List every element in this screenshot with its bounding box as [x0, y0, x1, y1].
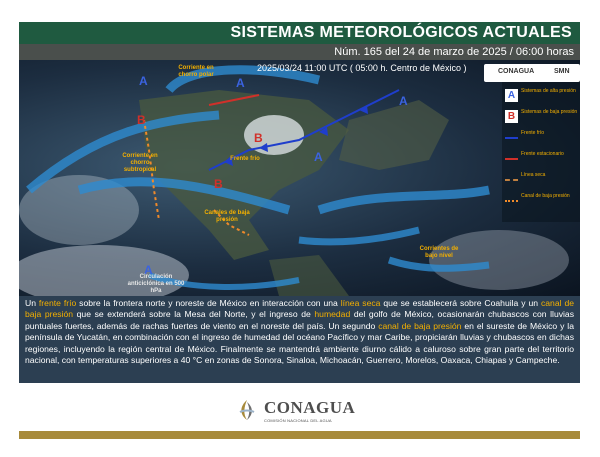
- legend-logos: [484, 64, 580, 82]
- dryline-icon: [505, 179, 518, 181]
- conagua-emblem-icon: [236, 398, 258, 422]
- low-level-flow-arrow: [299, 230, 419, 242]
- label-cold-front: Frente frío: [230, 156, 260, 162]
- legend-label: Línea seca: [521, 172, 546, 178]
- caption-text: del golfo de México, ocasionarán chubascos con lluvias puntuales fuertes, además de rachas fuertes de viento en el noreste del país. Un segundo: [25, 309, 575, 331]
- header: [19, 22, 580, 60]
- forecast-description: [19, 296, 580, 383]
- low-pressure-icon: B: [214, 177, 223, 191]
- title-bar: [19, 22, 580, 44]
- caption-text: en el sureste de México y la península de Yucatán, en combinación con el ingreso de humedad del océano Pacífico y mar Caribe, propiciarán lluvias y chubascos en dichas regiones, incluyendo la región central de México. Finalmente se mantendrá ambiente diurno cálido a caluroso sobre gran parte del territorio nacional, con temperaturas superiores a 40 °C en zonas de Sonora, Sinaloa, Michoacán, Guerrero, Morelos, Oaxaca, Chiapas y Campeche.: [25, 320, 574, 366]
- page-title: SISTEMAS METEOROLÓGICOS ACTUALES: [230, 24, 572, 41]
- cloud-caribbean: [429, 230, 569, 290]
- high-pressure-icon: A: [314, 150, 323, 164]
- legend-label: Sistemas de alta presión: [521, 88, 576, 94]
- legend-item-trough: [505, 191, 579, 211]
- land-central-america: [269, 255, 349, 296]
- trough-icon: [505, 200, 518, 202]
- caption-text: que se extenderá sobre la Mesa del Norte, y el ingreso de: [73, 309, 315, 320]
- caption-highlight: línea seca: [340, 298, 381, 308]
- map-timestamp: 2025/03/24 11:00 UTC ( 05:00 h. Centro de México ): [257, 63, 467, 73]
- legend-label: Frente frío: [521, 130, 545, 136]
- high-pressure-icon: A: [236, 76, 245, 90]
- legend-item-low: [505, 107, 579, 127]
- legend-item-stationary: [505, 149, 579, 169]
- smn-logo-text: SMN: [554, 68, 570, 75]
- label-anticyclone: Circulación anticiclónica en 500 hPa: [127, 274, 185, 294]
- map-graphics: [19, 60, 580, 296]
- bulletin-number: Núm. 165 del 24 de marzo de 2025 / 06:00 horas: [334, 46, 574, 58]
- legend-label: Frente estacionario: [521, 151, 564, 157]
- high-pressure-icon: A: [139, 74, 148, 88]
- footer-logo: [236, 395, 386, 425]
- label-troughs: Canales de baja presión: [204, 210, 250, 223]
- satellite-map: [19, 60, 580, 296]
- high-pressure-icon: A: [399, 94, 408, 108]
- caption-highlight: humedad: [314, 309, 351, 320]
- atlantic-flow-arrow: [319, 190, 489, 210]
- label-polar-jet: Corriente en chorro polar: [178, 65, 214, 78]
- legend-label: Canal de baja presión: [521, 193, 570, 199]
- footer-org-name: CONAGUA: [264, 398, 356, 417]
- stationary-front-icon: [505, 158, 518, 160]
- cold-front-icon: [505, 137, 518, 139]
- caption-text: que se establecerá sobre Coahuila y un: [380, 298, 541, 308]
- label-low-level-flow: Corrientes de bajo nivel: [419, 246, 459, 259]
- caption-highlight: canal de baja presión: [25, 298, 574, 320]
- low-pressure-icon: B: [137, 113, 146, 127]
- footer-tagline: COMISIÓN NACIONAL DEL AGUA: [264, 418, 332, 423]
- caption-highlight: frente frío: [38, 298, 77, 308]
- caption-highlight: canal de baja presión: [378, 320, 462, 331]
- legend-item-high: [505, 86, 579, 106]
- caption-text: sobre la frontera norte y noreste de México en interacción con una: [76, 298, 341, 308]
- land-east-us: [339, 100, 449, 170]
- label-subtropical-jet: Corriente en chorro subtropical: [122, 153, 158, 173]
- bottom-bar: [19, 431, 580, 439]
- high-pressure-icon: A: [505, 89, 518, 102]
- low-pressure-icon: B: [505, 110, 518, 123]
- legend-item-front: [505, 128, 579, 148]
- subtitle-bar: [19, 44, 580, 60]
- legend-label: Sistemas de baja presión: [521, 109, 578, 115]
- conagua-logo-text: CONAGUA: [498, 68, 535, 75]
- map-legend: [498, 68, 580, 222]
- high-pressure-icon: A: [144, 263, 153, 277]
- caption-text: Un: [25, 298, 39, 308]
- legend-item-dryline: [505, 170, 579, 190]
- low-pressure-icon: B: [254, 131, 263, 145]
- land-north-america: [139, 90, 349, 260]
